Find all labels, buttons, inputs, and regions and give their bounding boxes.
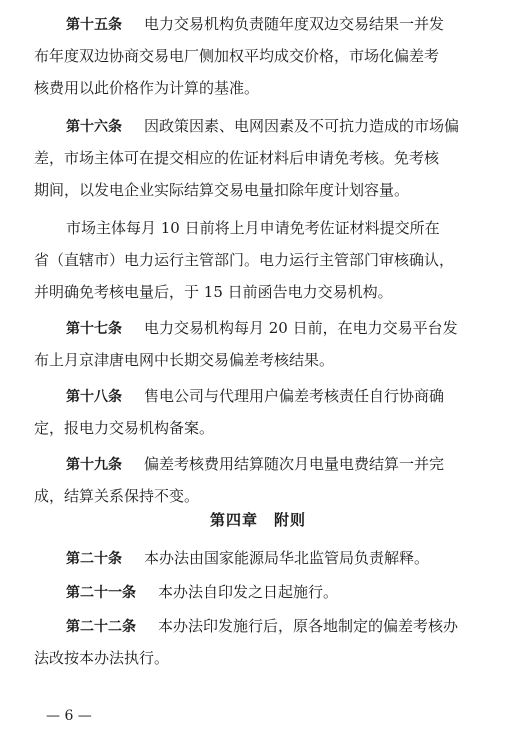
- article-15-text-1: 电力交易机构负责随年度双边交易结果一并发: [144, 15, 445, 33]
- article-15-line-2: 布年度双边协商交易电厂侧加权平均成交价格，市场化偏差考: [34, 47, 440, 65]
- article-21-label: 第二十一条: [66, 585, 136, 601]
- article-16-para2-line-2: 省（直辖市）电力运行主管部门。电力运行主管部门审核确认，: [34, 251, 455, 269]
- article-18-line-1: [66, 380, 444, 412]
- article-16-line-3: 期间，以发电企业实际结算交易电量扣除年度计划容量。: [34, 181, 410, 199]
- article-17-line-1: [66, 312, 458, 344]
- article-22-label: 第二十二条: [66, 619, 136, 635]
- article-20-label: 第二十条: [66, 551, 122, 567]
- article-15-line-3: 核费用以此价格作为计算的基准。: [34, 79, 260, 97]
- chapter-heading: 第四章 附则: [209, 511, 306, 529]
- article-22-line-2: 法改按本办法执行。: [34, 649, 170, 667]
- article-19-line-2: 成，结算关系保持不变。: [34, 487, 200, 505]
- article-16-label: 第十六条: [66, 119, 122, 135]
- article-16-para2-line-3: 并明确免考核电量后，于 15 日前函告电力交易机构。: [34, 283, 393, 301]
- article-22-line-1: [66, 610, 458, 642]
- article-17-label: 第十七条: [66, 321, 122, 337]
- article-15-line-1: [66, 8, 444, 40]
- article-16-line-1: [66, 110, 459, 142]
- article-15-label: 第十五条: [66, 17, 122, 33]
- article-18-line-2: 定，报电力交易机构备案。: [34, 419, 215, 437]
- article-16-line-2: 差，市场主体可在提交相应的佐证材料后申请免考核。免考核: [34, 149, 440, 167]
- article-16-para2-line-1: 市场主体每月 10 日前将上月申请免考佐证材料提交所在: [66, 219, 440, 237]
- article-19-text-1: 偏差考核费用结算随次月电量电费结算一并完: [144, 455, 445, 473]
- article-21-text-1: 本办法自印发之日起施行。: [158, 583, 339, 601]
- article-18-label: 第十八条: [66, 389, 122, 405]
- article-16-text-1: 因政策因素、电网因素及不可抗力造成的市场偏: [144, 117, 460, 135]
- article-21-line-1: [66, 576, 338, 608]
- article-20-line-1: [66, 542, 429, 574]
- article-19-line-1: [66, 448, 444, 480]
- article-17-text-1: 电力交易机构每月 20 日前，在电力交易平台发: [144, 319, 458, 337]
- article-17-line-2: 布上月京津唐电网中长期交易偏差考核结果。: [34, 351, 335, 369]
- article-19-label: 第十九条: [66, 457, 122, 473]
- article-20-text-1: 本办法由国家能源局华北监管局负责解释。: [144, 549, 430, 567]
- page-number: — 6 —: [46, 708, 92, 724]
- article-18-text-1: 售电公司与代理用户偏差考核责任自行协商确: [144, 387, 445, 405]
- article-22-text-1: 本办法印发施行后，原各地制定的偏差考核办: [158, 617, 459, 635]
